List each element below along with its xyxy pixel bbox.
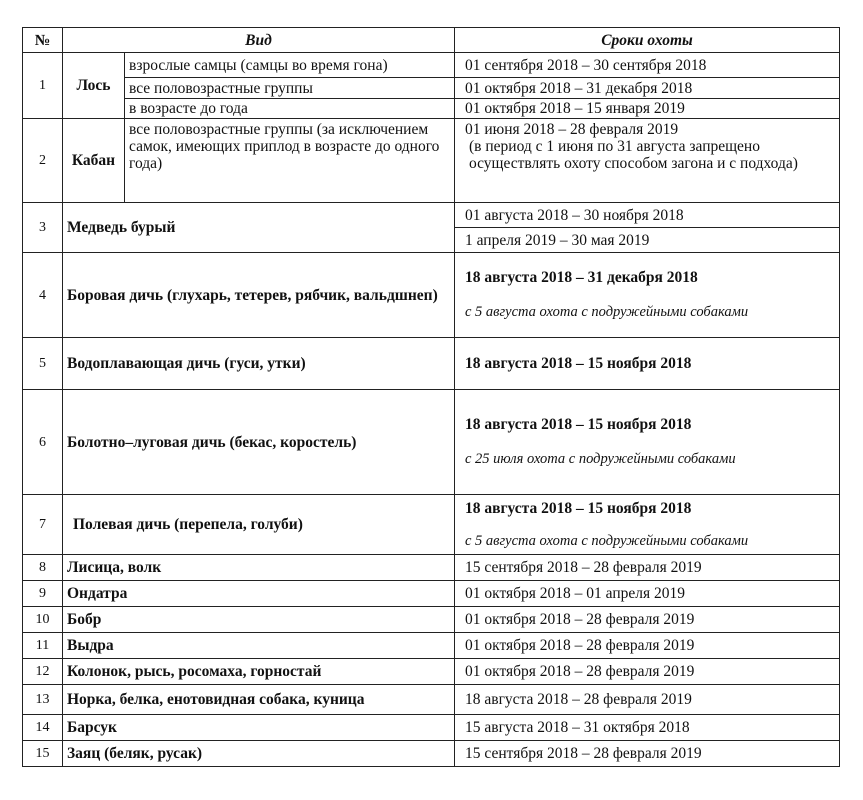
species-name: Заяц (беляк, русак)	[63, 741, 455, 767]
table-row	[23, 633, 840, 659]
row-number: 6	[23, 390, 63, 495]
table-row	[23, 99, 840, 119]
hunting-period: 01 октября 2018 – 31 декабря 2018	[455, 78, 840, 99]
row-number: 2	[23, 119, 63, 203]
row-number: 5	[23, 338, 63, 390]
species-name: Медведь бурый	[63, 203, 455, 253]
table-header-row	[23, 28, 840, 53]
dog-hunting-note: с 5 августа охота с подружейными собаками	[465, 532, 749, 549]
hunting-period: 01 сентября 2018 – 30 сентября 2018	[455, 53, 840, 78]
species-name: Барсук	[63, 715, 455, 741]
table-row	[23, 53, 840, 78]
row-number: 3	[23, 203, 63, 253]
row-number: 4	[23, 253, 63, 338]
hunting-period: 15 сентября 2018 – 28 февраля 2019	[455, 555, 840, 581]
row-number: 13	[23, 685, 63, 715]
species-name: Водоплавающая дичь (гуси, утки)	[63, 338, 455, 390]
age-group: взрослые самцы (самцы во время гона)	[125, 53, 455, 78]
species-name: Лось	[63, 53, 125, 119]
hunting-period: 18 августа 2018 – 31 декабря 2018	[465, 269, 698, 286]
age-group: все половозрастные группы	[125, 78, 455, 99]
species-name: Боровая дичь (глухарь, тетерев, рябчик, вальдшнеп)	[63, 253, 455, 338]
species-name: Лисица, волк	[63, 555, 455, 581]
row-number: 12	[23, 659, 63, 685]
species-name: Норка, белка, енотовидная собака, куница	[63, 685, 455, 715]
hunting-period-cell	[455, 390, 840, 495]
species-name: Бобр	[63, 607, 455, 633]
header-num: №	[23, 28, 63, 53]
hunting-period-cell	[455, 253, 840, 338]
row-number: 7	[23, 495, 63, 555]
species-name: Кабан	[63, 119, 125, 203]
row-number: 10	[23, 607, 63, 633]
hunting-period: 01 октября 2018 – 28 февраля 2019	[455, 633, 840, 659]
dog-hunting-note: с 5 августа охота с подружейными собаками	[465, 304, 749, 320]
hunting-seasons-document	[22, 27, 839, 767]
row-number: 11	[23, 633, 63, 659]
hunting-period: 01 октября 2018 – 15 января 2019	[455, 99, 840, 119]
hunting-period-cell	[455, 495, 840, 555]
hunting-period: 18 августа 2018 – 15 ноября 2018	[455, 338, 840, 390]
hunting-period-restriction: (в период с 1 июня по 31 августа запрещено осуществлять охоту способом загона и с подхода)	[469, 138, 798, 172]
row-number: 9	[23, 581, 63, 607]
species-name: Выдра	[63, 633, 455, 659]
hunting-period-cell	[455, 119, 840, 203]
age-group: все половозрастные группы (за исключением самок, имеющих приплод в возрасте до одного года)	[125, 119, 455, 203]
hunting-period: 01 августа 2018 – 30 ноября 2018	[455, 203, 840, 228]
hunting-period: 01 октября 2018 – 28 февраля 2019	[455, 607, 840, 633]
hunting-period: 01 октября 2018 – 28 февраля 2019	[455, 659, 840, 685]
species-name: Ондатра	[63, 581, 455, 607]
hunting-period: 01 октября 2018 – 01 апреля 2019	[455, 581, 840, 607]
table-row	[23, 78, 840, 99]
row-number: 8	[23, 555, 63, 581]
row-number: 1	[23, 53, 63, 119]
species-name: Болотно–луговая дичь (бекас, коростель)	[63, 390, 455, 495]
hunting-period: 15 сентября 2018 – 28 февраля 2019	[455, 741, 840, 767]
row-number: 15	[23, 741, 63, 767]
table-row	[23, 581, 840, 607]
table-row	[23, 495, 840, 555]
age-group: в возрасте до года	[125, 99, 455, 119]
table-row	[23, 253, 840, 338]
table-row	[23, 659, 840, 685]
species-name: Полевая дичь (перепела, голуби)	[63, 495, 455, 555]
header-species: Вид	[63, 28, 455, 53]
table-row	[23, 715, 840, 741]
table-row	[23, 390, 840, 495]
hunting-period: 18 августа 2018 – 15 ноября 2018	[465, 499, 692, 517]
row-number: 14	[23, 715, 63, 741]
hunting-period: 18 августа 2018 – 28 февраля 2019	[455, 685, 840, 715]
hunting-period: 15 августа 2018 – 31 октября 2018	[455, 715, 840, 741]
table-row	[23, 685, 840, 715]
hunting-seasons-table	[22, 27, 840, 767]
dog-hunting-note: с 25 июля охота с подружейными собаками	[465, 451, 736, 467]
table-row	[23, 203, 840, 228]
hunting-period: 18 августа 2018 – 15 ноября 2018	[465, 416, 692, 433]
table-row	[23, 555, 840, 581]
table-row	[23, 741, 840, 767]
table-row	[23, 119, 840, 203]
hunting-period: 1 апреля 2019 – 30 мая 2019	[455, 228, 840, 253]
table-row	[23, 607, 840, 633]
header-period: Сроки охоты	[455, 28, 840, 53]
hunting-period: 01 июня 2018 – 28 февраля 2019	[465, 121, 679, 138]
species-name: Колонок, рысь, росомаха, горностай	[63, 659, 455, 685]
table-row	[23, 338, 840, 390]
